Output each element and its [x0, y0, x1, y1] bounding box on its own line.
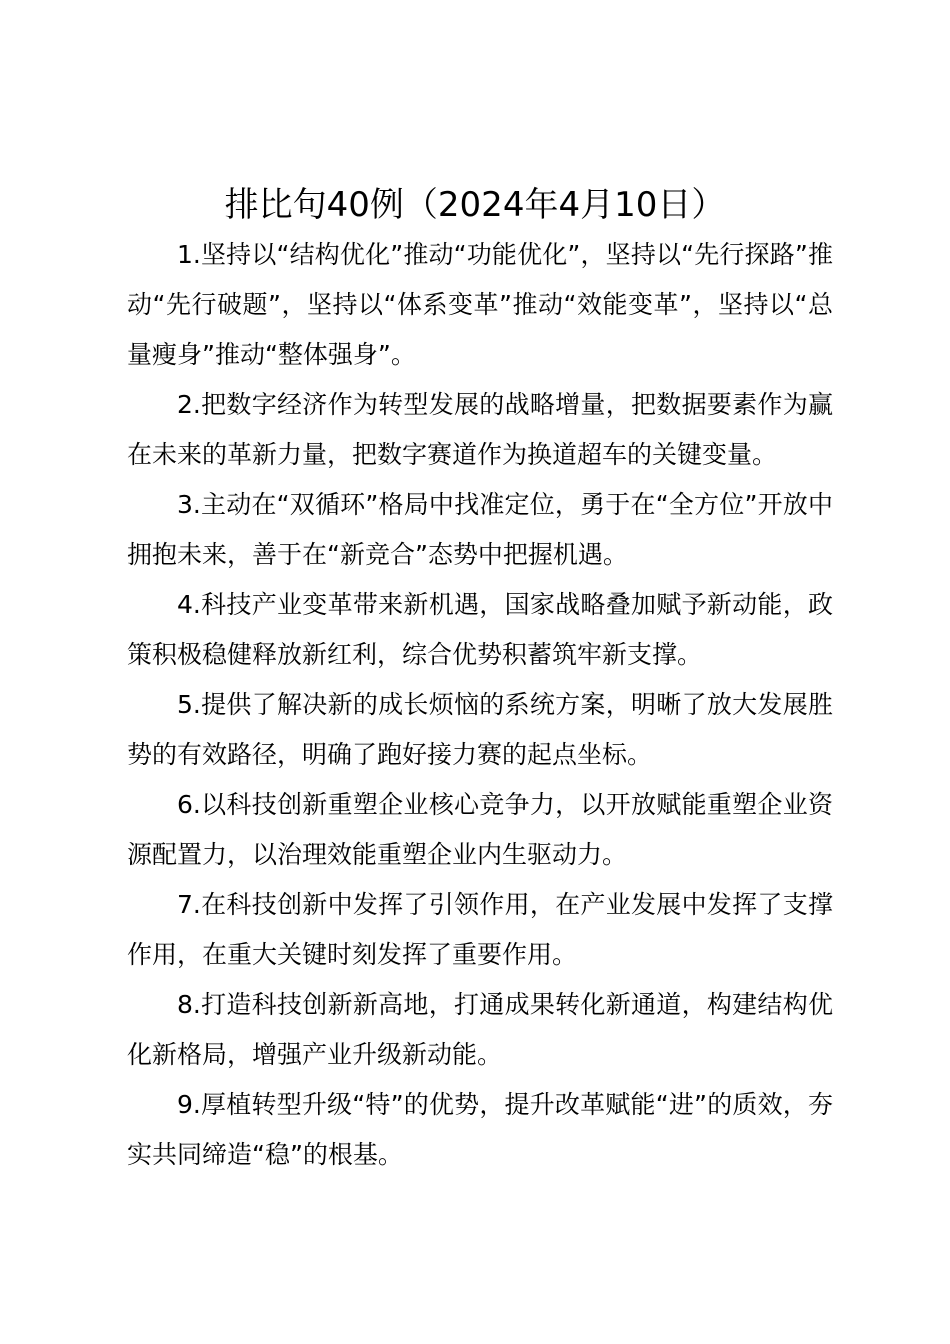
- paragraph-3: 3.主动在“双循环”格局中找准定位，勇于在“全方位”开放中拥抱未来，善于在“新竞合”态势中把握机遇。: [127, 490, 833, 569]
- paragraph-5: 5.提供了解决新的成长烦恼的系统方案，明晰了放大发展胜势的有效路径，明确了跑好接力赛的起点坐标。: [127, 690, 833, 769]
- paragraph-9: 9.厚植转型升级“特”的优势，提升改革赋能“进”的质效，夯实共同缔造“稳”的根基。: [127, 1090, 833, 1169]
- paragraph-6: 6.以科技创新重塑企业核心竞争力，以开放赋能重塑企业资源配置力，以治理效能重塑企业内生驱动力。: [127, 790, 833, 869]
- paragraph-2: 2.把数字经济作为转型发展的战略增量，把数据要素作为赢在未来的革新力量，把数字赛道作为换道超车的关键变量。: [127, 390, 833, 469]
- paragraph-8: 8.打造科技创新新高地，打通成果转化新通道，构建结构优化新格局，增强产业升级新动能。: [127, 990, 833, 1069]
- paragraph-7: 7.在科技创新中发挥了引领作用，在产业发展中发挥了支撑作用，在重大关键时刻发挥了重要作用。: [127, 890, 833, 969]
- paragraph-4: 4.科技产业变革带来新机遇，国家战略叠加赋予新动能，政策积极稳健释放新红利，综合优势积蓄筑牢新支撑。: [127, 590, 833, 669]
- paragraph-1: 1.坚持以“结构优化”推动“功能优化”，坚持以“先行探路”推动“先行破题”，坚持以“体系变革”推动“效能变革”，坚持以“总量瘦身”推动“整体强身”。: [127, 240, 833, 369]
- document-title: 排比句40例（2024年4月10日）: [224, 185, 726, 225]
- document-body: [127, 230, 833, 1180]
